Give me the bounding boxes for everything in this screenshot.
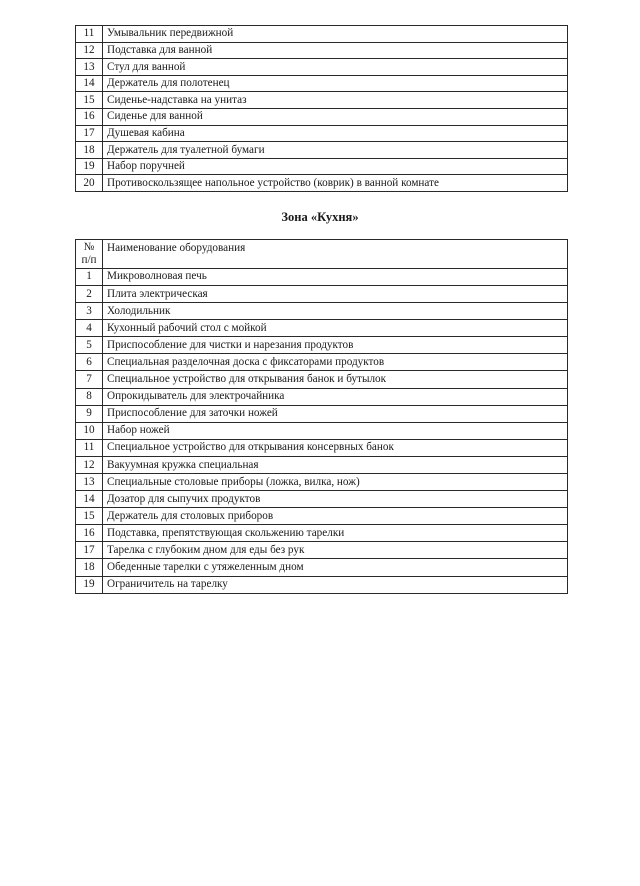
table-row <box>76 371 568 388</box>
row-number: 15 <box>76 508 103 525</box>
row-number: 2 <box>76 285 103 302</box>
equipment-name: Вакуумная кружка специальная <box>103 456 568 473</box>
kitchen-equipment-table <box>75 239 568 594</box>
equipment-name: Подставка для ванной <box>103 42 568 59</box>
row-number: 11 <box>76 26 103 43</box>
table-row <box>76 303 568 320</box>
row-number: 19 <box>76 576 103 593</box>
equipment-name: Холодильник <box>103 303 568 320</box>
table-row <box>76 474 568 491</box>
row-number: 18 <box>76 559 103 576</box>
equipment-name: Набор поручней <box>103 158 568 175</box>
row-number: 3 <box>76 303 103 320</box>
equipment-name: Плита электрическая <box>103 285 568 302</box>
row-number: 20 <box>76 175 103 192</box>
row-number: 15 <box>76 92 103 109</box>
row-number: 14 <box>76 75 103 92</box>
table-row <box>76 491 568 508</box>
table-row <box>76 354 568 371</box>
table-header-row <box>76 240 568 269</box>
row-number: 9 <box>76 405 103 422</box>
kitchen-table-header <box>76 240 568 269</box>
table-row <box>76 59 568 76</box>
table-row <box>76 175 568 192</box>
row-number: 8 <box>76 388 103 405</box>
table-row <box>76 42 568 59</box>
table-row <box>76 125 568 142</box>
bathroom-table-body <box>76 26 568 192</box>
equipment-name: Приспособление для заточки ножей <box>103 405 568 422</box>
equipment-name: Держатель для туалетной бумаги <box>103 142 568 159</box>
row-number: 6 <box>76 354 103 371</box>
table-row <box>76 508 568 525</box>
row-number: 18 <box>76 142 103 159</box>
equipment-name: Ограничитель на тарелку <box>103 576 568 593</box>
equipment-name: Специальное устройство для открывания банок и бутылок <box>103 371 568 388</box>
table-row <box>76 525 568 542</box>
equipment-name: Специальная разделочная доска с фиксаторами продуктов <box>103 354 568 371</box>
row-number: 10 <box>76 422 103 439</box>
equipment-name: Душевая кабина <box>103 125 568 142</box>
table-row <box>76 542 568 559</box>
equipment-name: Держатель для столовых приборов <box>103 508 568 525</box>
row-number: 12 <box>76 42 103 59</box>
row-number: 16 <box>76 108 103 125</box>
table-row <box>76 285 568 302</box>
table-row <box>76 405 568 422</box>
table-row <box>76 75 568 92</box>
equipment-name: Сиденье для ванной <box>103 108 568 125</box>
equipment-name: Стул для ванной <box>103 59 568 76</box>
equipment-name: Умывальник передвижной <box>103 26 568 43</box>
table-row <box>76 92 568 109</box>
row-number: 5 <box>76 337 103 354</box>
table-row <box>76 268 568 285</box>
table-row <box>76 456 568 473</box>
row-number: 4 <box>76 320 103 337</box>
number-sign: № <box>83 241 95 253</box>
row-number: 14 <box>76 491 103 508</box>
equipment-name: Кухонный рабочий стол с мойкой <box>103 320 568 337</box>
equipment-name: Микроволновая печь <box>103 268 568 285</box>
table-row <box>76 422 568 439</box>
equipment-name: Держатель для полотенец <box>103 75 568 92</box>
equipment-name: Опрокидыватель для электрочайника <box>103 388 568 405</box>
row-number: 17 <box>76 125 103 142</box>
table-row <box>76 388 568 405</box>
equipment-name: Сиденье-надставка на унитаз <box>103 92 568 109</box>
kitchen-table-body <box>76 268 568 593</box>
row-number: 13 <box>76 474 103 491</box>
equipment-name: Обеденные тарелки с утяжеленным дном <box>103 559 568 576</box>
row-number: 12 <box>76 456 103 473</box>
row-number: 16 <box>76 525 103 542</box>
table-row <box>76 26 568 43</box>
table-row <box>76 337 568 354</box>
equipment-name: Приспособление для чистки и нарезания продуктов <box>103 337 568 354</box>
equipment-name: Противоскользящее напольное устройство (коврик) в ванной комнате <box>103 175 568 192</box>
kitchen-zone-title: Зона «Кухня» <box>281 210 359 224</box>
equipment-name: Специальные столовые приборы (ложка, вилка, нож) <box>103 474 568 491</box>
row-number: 7 <box>76 371 103 388</box>
row-number: 19 <box>76 158 103 175</box>
name-column-header: Наименование оборудования <box>103 240 568 269</box>
equipment-name: Тарелка с глубоким дном для еды без рук <box>103 542 568 559</box>
equipment-name: Подставка, препятствующая скольжению тарелки <box>103 525 568 542</box>
table-row <box>76 320 568 337</box>
table-row <box>76 576 568 593</box>
number-column-header <box>76 240 103 269</box>
bathroom-equipment-table <box>75 25 568 192</box>
equipment-name: Дозатор для сыпучих продуктов <box>103 491 568 508</box>
row-number: 11 <box>76 439 103 456</box>
number-abbrev: п/п <box>81 254 97 267</box>
table-row <box>76 559 568 576</box>
equipment-name: Набор ножей <box>103 422 568 439</box>
table-row <box>76 439 568 456</box>
row-number: 1 <box>76 268 103 285</box>
table-row <box>76 158 568 175</box>
equipment-name: Специальное устройство для открывания консервных банок <box>103 439 568 456</box>
row-number: 17 <box>76 542 103 559</box>
table-row <box>76 108 568 125</box>
row-number: 13 <box>76 59 103 76</box>
table-row <box>76 142 568 159</box>
